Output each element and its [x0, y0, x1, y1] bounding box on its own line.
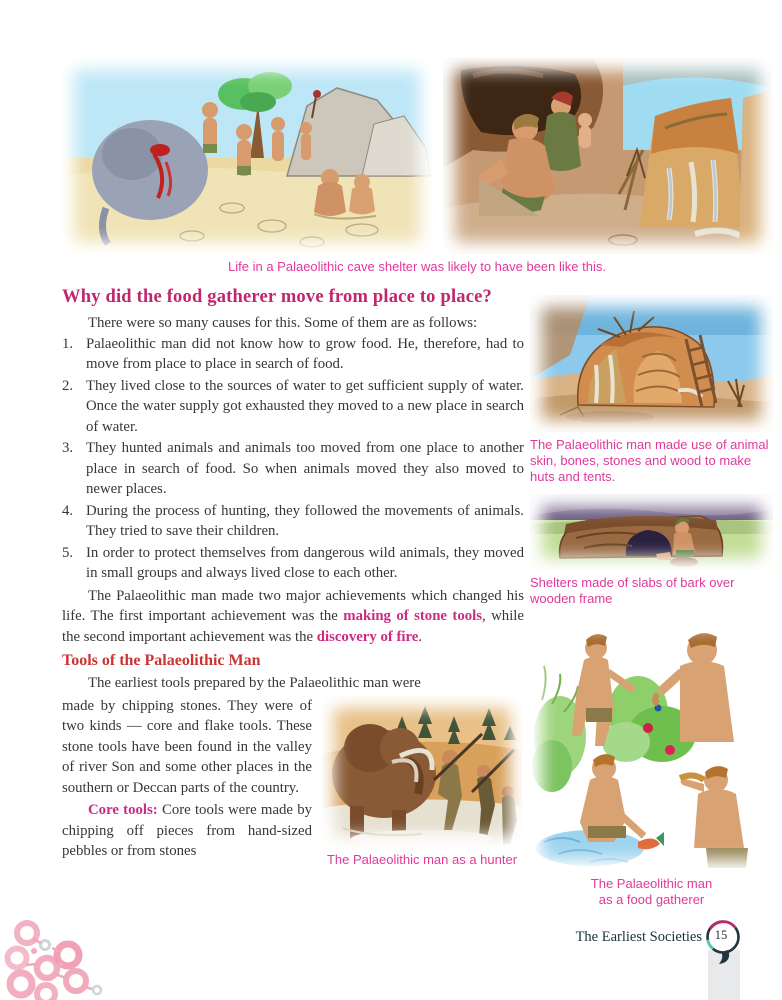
achievements-paragraph	[62, 586, 524, 648]
achievements-text: The Palaeolithic man made two major achievements which changed his life. The first important achievement was the	[62, 587, 524, 624]
sidebar-figures	[530, 295, 773, 908]
list-item	[62, 334, 524, 375]
list-text: Palaeolithic man did not know how to grow food. He, therefore, had to move from place to place in search of food.	[86, 335, 524, 372]
stone-tools-highlight: making of stone tools	[343, 608, 482, 624]
tools-paragraph-rest: made by chipping stones. They were of two kinds — core and flake tools. These stone tools have been found in the valley of river Son and some other places in the southern or Deccan parts of the country.	[62, 697, 312, 796]
hut-caption: The Palaeolithic man made use of animal skin, bones, stones and wood to make huts and tents.	[530, 437, 769, 484]
footer-chapter-title: The Earliest Societies	[575, 929, 702, 945]
hunter-figure-block	[322, 696, 522, 868]
list-item	[62, 438, 524, 500]
bark-shelter-illustration	[530, 494, 773, 570]
bark-shelter-caption: Shelters made of slabs of bark over wooden frame	[530, 575, 735, 606]
hunter-caption: The Palaeolithic man as a hunter	[326, 851, 518, 867]
top-figures-caption: Life in a Palaeolithic cave shelter was likely to have been like this.	[228, 259, 606, 274]
list-number: 3.	[62, 440, 74, 456]
achievements-text: .	[418, 628, 423, 645]
hunter-illustration	[322, 696, 522, 848]
gatherer-caption-line1: The Palaeolithic man	[590, 876, 713, 891]
intro-paragraph: There were so many causes for this. Some of them are as follows:	[88, 315, 478, 331]
gatherer-caption	[530, 876, 773, 908]
list-text: In order to protect themselves from dangerous wild animals, they moved in small groups and always lived close to each other.	[86, 544, 524, 581]
tools-paragraph-start: The earliest tools prepared by the Palaeolithic man were	[88, 675, 421, 691]
list-number: 2.	[62, 377, 74, 394]
core-tools-label: Core tools:	[88, 802, 158, 818]
tools-wrap-row	[62, 696, 524, 868]
list-number: 5.	[62, 544, 74, 561]
decorative-circles	[0, 918, 120, 1000]
food-gatherer-illustration	[530, 616, 773, 872]
list-item	[62, 543, 524, 584]
list-text: They hunted animals and animals too moved from one place to another place in search of food. So when animals moved they also moved to newer places.	[86, 440, 524, 497]
fire-highlight: discovery of fire	[316, 628, 419, 645]
tools-narrow-column	[62, 696, 312, 868]
hut-illustration	[530, 295, 773, 432]
list-number: 1.	[62, 335, 74, 352]
list-item	[62, 501, 524, 542]
section-heading-tools: Tools of the Palaeolithic Man	[62, 652, 261, 669]
core-tools-text: Core tools were made by chipping off pieces from hand-sized pebbles or from stones	[62, 802, 312, 859]
list-text: During the process of hunting, they followed the movements of animals. They tried to save their children.	[86, 502, 524, 539]
list-number: 4.	[62, 502, 74, 519]
gatherer-caption-line2: as a food gatherer	[598, 892, 705, 907]
list-item	[62, 376, 524, 438]
list-text: They lived close to the sources of water to get sufficient supply of water. Once the water supply got exhausted they moved to a new place in search of water.	[86, 377, 524, 435]
achievements-text: , while the second important achievement was the	[62, 608, 524, 645]
cave-life-illustration-right	[443, 58, 772, 254]
main-text-column	[62, 287, 524, 868]
section-heading-food-gatherer: Why did the food gatherer move from place to place?	[62, 287, 492, 307]
page-number: 15	[714, 928, 728, 942]
core-tools-paragraph	[62, 800, 312, 862]
cave-life-illustration-left	[62, 58, 432, 254]
